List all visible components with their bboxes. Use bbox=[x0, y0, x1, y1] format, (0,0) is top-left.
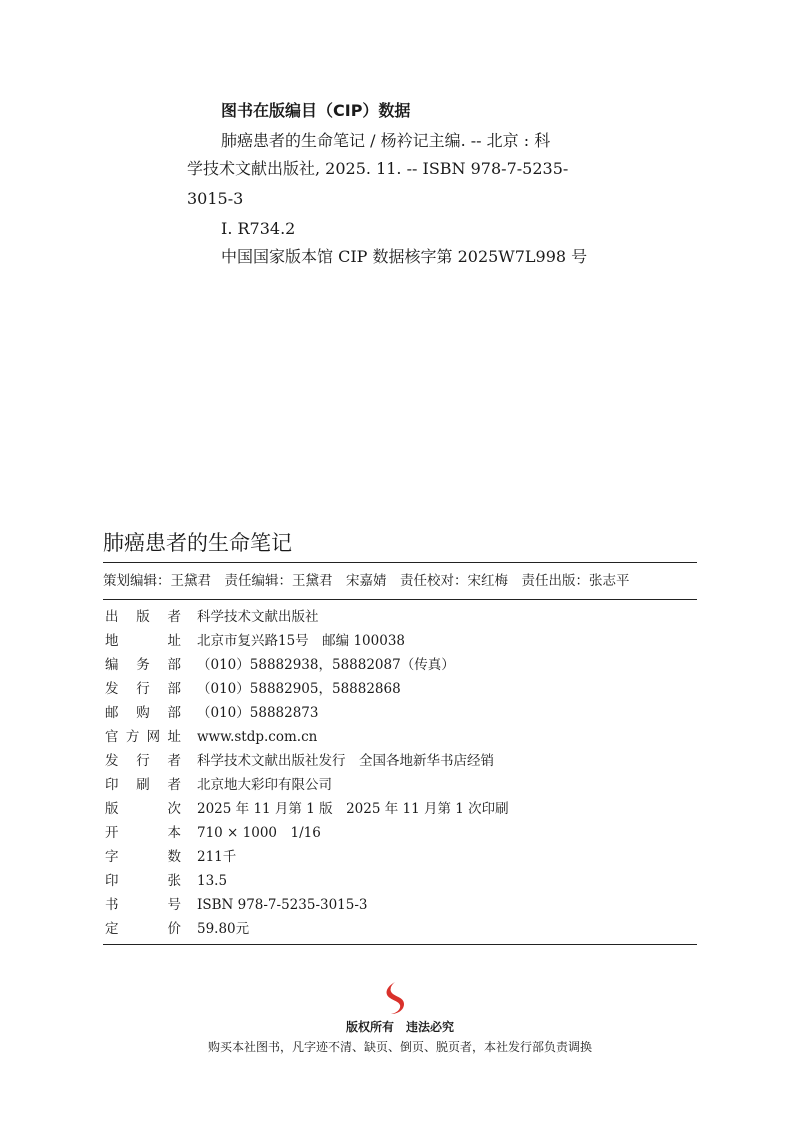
info-label: 字数 bbox=[105, 849, 181, 865]
cip-title: 图书在版编目（CIP）数据 bbox=[221, 101, 411, 120]
info-value: 科学技术文献出版社发行 全国各地新华书店经销 bbox=[197, 753, 494, 769]
info-label: 书号 bbox=[105, 897, 181, 913]
info-label: 出版者 bbox=[105, 609, 181, 625]
copyright-notice bbox=[0, 1018, 800, 1036]
info-row-edition bbox=[105, 799, 509, 819]
info-row-website bbox=[105, 727, 317, 747]
info-value: www.stdp.com.cn bbox=[197, 729, 318, 745]
info-label: 定价 bbox=[105, 921, 181, 937]
info-row-editorial bbox=[105, 655, 455, 675]
info-label: 邮购部 bbox=[105, 705, 181, 721]
info-row-price bbox=[105, 919, 249, 939]
info-label: 版次 bbox=[105, 801, 181, 817]
proofreader: 责任校对：宋红梅 bbox=[400, 573, 508, 589]
info-row-printer bbox=[105, 775, 332, 795]
info-value: 211千 bbox=[197, 849, 237, 865]
info-value: ISBN 978-7-5235-3015-3 bbox=[197, 897, 368, 913]
info-value: 13.5 bbox=[197, 873, 228, 889]
info-label: 官方网址 bbox=[105, 729, 181, 745]
book-title: 肺癌患者的生命笔记 bbox=[103, 531, 292, 555]
divider bbox=[103, 944, 697, 945]
info-label: 印刷者 bbox=[105, 777, 181, 793]
info-row-format bbox=[105, 823, 321, 843]
info-row-mail-order bbox=[105, 703, 318, 723]
info-value: 710 × 1000 1/16 bbox=[197, 825, 321, 841]
info-row-distributor bbox=[105, 751, 494, 771]
info-row-publisher bbox=[105, 607, 319, 627]
info-label: 发行者 bbox=[105, 753, 181, 769]
info-label: 印张 bbox=[105, 873, 181, 889]
production-manager: 责任出版：张志平 bbox=[521, 573, 630, 589]
info-value: 59.80元 bbox=[197, 921, 250, 937]
info-label: 编务部 bbox=[105, 657, 181, 673]
info-value: 科学技术文献出版社 bbox=[197, 609, 319, 625]
info-value: （010）58882938，58882087（传真） bbox=[197, 657, 455, 673]
info-row-sheets bbox=[105, 871, 227, 891]
publisher-logo-icon bbox=[378, 980, 408, 1016]
info-row-distribution bbox=[105, 679, 401, 699]
info-label: 发行部 bbox=[105, 681, 181, 697]
cip-record-number: 中国国家版本馆 CIP 数据核字第 2025W7L998 号 bbox=[221, 247, 588, 266]
replacement-notice: 购买本社图书，凡字迹不清、缺页、倒页、脱页者，本社发行部负责调换 bbox=[207, 1040, 592, 1054]
info-label: 开本 bbox=[105, 825, 181, 841]
cip-line: 3015-3 bbox=[187, 189, 244, 208]
planning-editor: 策划编辑：王黛君 bbox=[103, 573, 211, 589]
info-value: 北京地大彩印有限公司 bbox=[197, 777, 332, 793]
info-label: 地址 bbox=[105, 633, 181, 649]
info-value: （010）58882905，58882868 bbox=[197, 681, 401, 697]
cip-classification: Ⅰ. R734.2 bbox=[221, 219, 296, 238]
info-row-address bbox=[105, 631, 405, 651]
info-value: （010）58882873 bbox=[197, 705, 319, 721]
info-value: 北京市复兴路15号 邮编 100038 bbox=[197, 633, 406, 649]
info-value: 2025 年 11 月第 1 版 2025 年 11 月第 1 次印刷 bbox=[197, 801, 509, 817]
editor-credits bbox=[103, 571, 697, 591]
cip-line: 学技术文献出版社, 2025. 11. -- ISBN 978-7-5235- bbox=[187, 159, 569, 178]
infringement-text: 违法必究 bbox=[406, 1020, 455, 1034]
cip-line: 肺癌患者的生命笔记 / 杨衿记主编. -- 北京 : 科 bbox=[221, 131, 551, 150]
responsible-editors: 责任编辑：王黛君 宋嘉婧 bbox=[224, 573, 387, 589]
info-row-isbn bbox=[105, 895, 368, 915]
divider bbox=[103, 562, 697, 563]
rights-reserved-text: 版权所有 bbox=[345, 1020, 394, 1034]
divider bbox=[103, 599, 697, 600]
info-row-word-count bbox=[105, 847, 236, 867]
